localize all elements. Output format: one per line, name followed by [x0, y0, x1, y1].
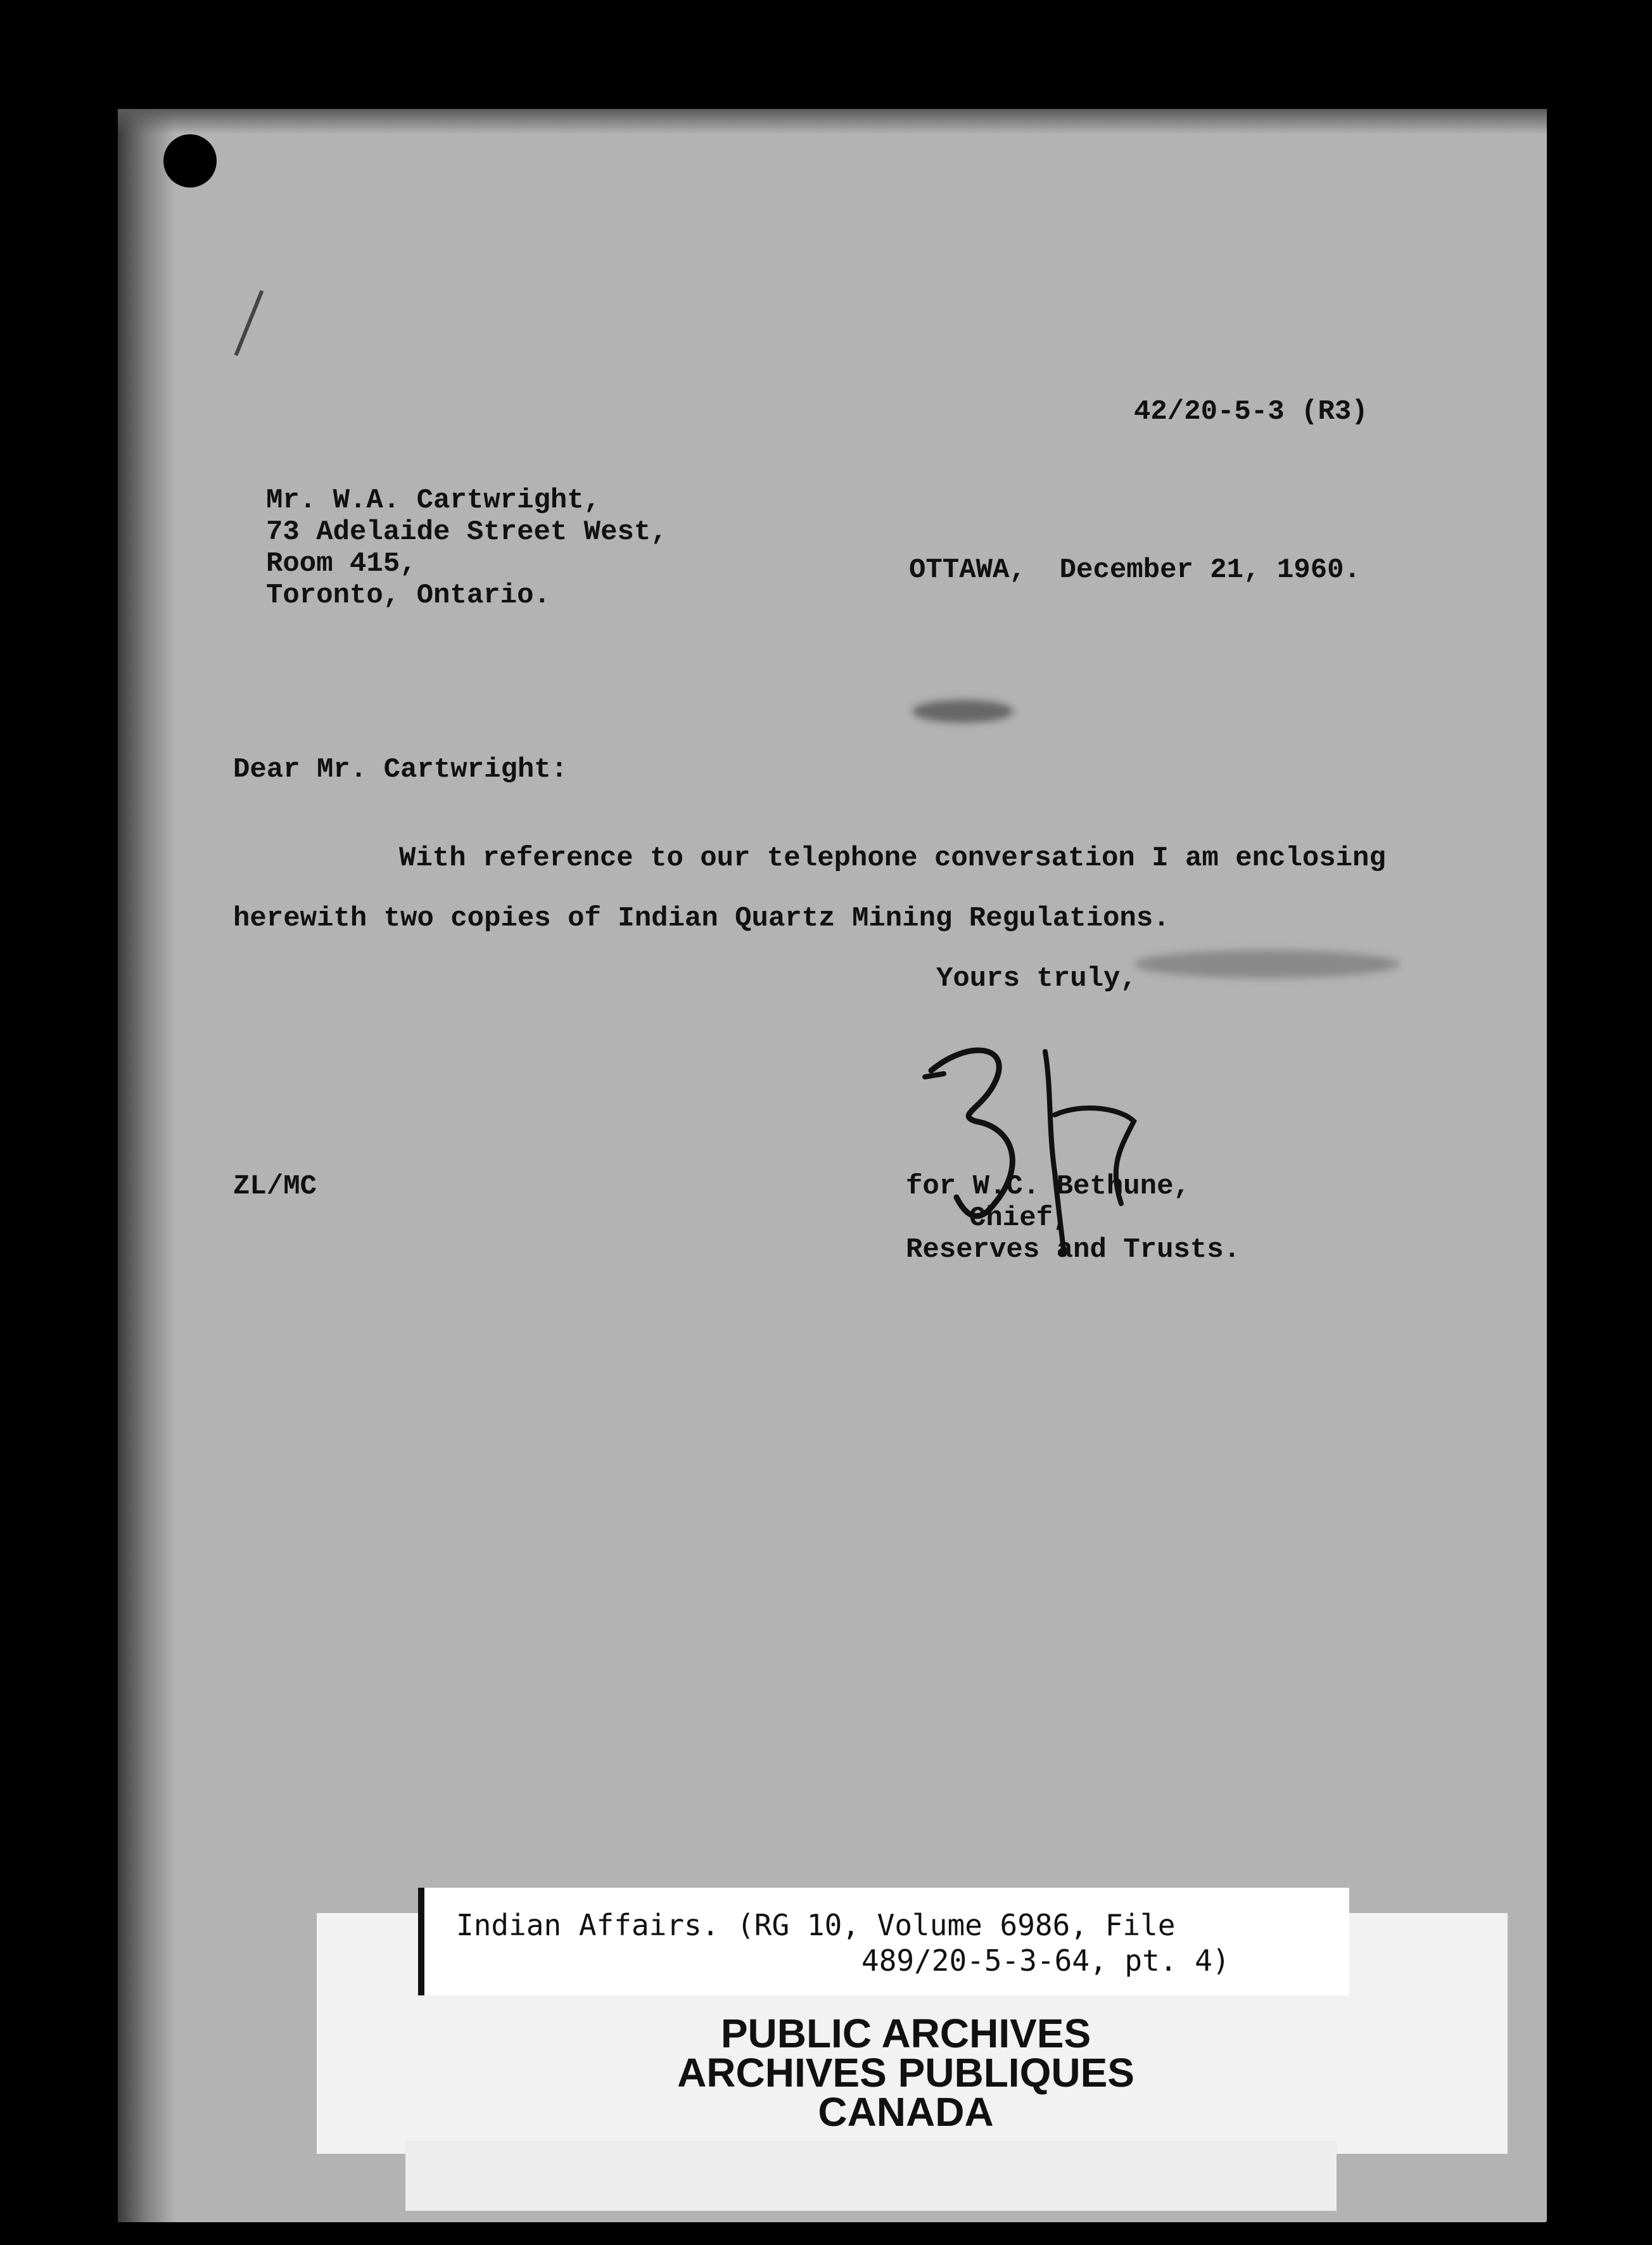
sender-title: Chief, [969, 1202, 1070, 1234]
archive-stamp-line-3: CANADA [818, 2089, 994, 2135]
recipient-city: Toronto, Ontario. [266, 580, 550, 611]
typist-initials: ZL/MC [233, 1171, 317, 1202]
sheet-shadow-left [118, 109, 175, 2222]
sender-branch: Reserves and Trusts. [906, 1234, 1241, 1266]
salutation: Dear Mr. Cartwright: [233, 754, 568, 785]
ink-smudge [912, 700, 1013, 723]
punch-hole [163, 134, 217, 188]
archive-ref-line-1: Indian Affairs. (RG 10, Volume 6986, File [456, 1908, 1176, 1942]
closing: Yours truly, [936, 963, 1137, 995]
archive-reference-label [418, 1888, 1349, 1995]
sender-line-1: for W.C. Bethune, [906, 1171, 1190, 1202]
offset-smudge [1134, 950, 1400, 978]
body-line-2: herewith two copies of Indian Quartz Mining Regulations. [233, 903, 1170, 934]
archive-stamp-line-1: PUBLIC ARCHIVES [720, 2011, 1091, 2056]
sheet-shadow-top [118, 109, 1547, 134]
recipient-name: Mr. W.A. Cartwright, [266, 485, 601, 516]
body-line-1: With reference to our telephone conversation I am enclosing [399, 843, 1386, 874]
recipient-street: 73 Adelaide Street West, [266, 516, 668, 548]
recipient-room: Room 415, [266, 548, 417, 580]
archive-stamp-line-2: ARCHIVES PUBLIQUES [677, 2050, 1134, 2096]
place-date: OTTAWA, December 21, 1960. [909, 554, 1361, 586]
archive-label-bottom [405, 2141, 1337, 2211]
archive-ref-line-2: 489/20-5-3-64, pt. 4) [861, 1943, 1230, 1978]
file-reference: 42/20-5-3 (R3) [1134, 396, 1368, 428]
